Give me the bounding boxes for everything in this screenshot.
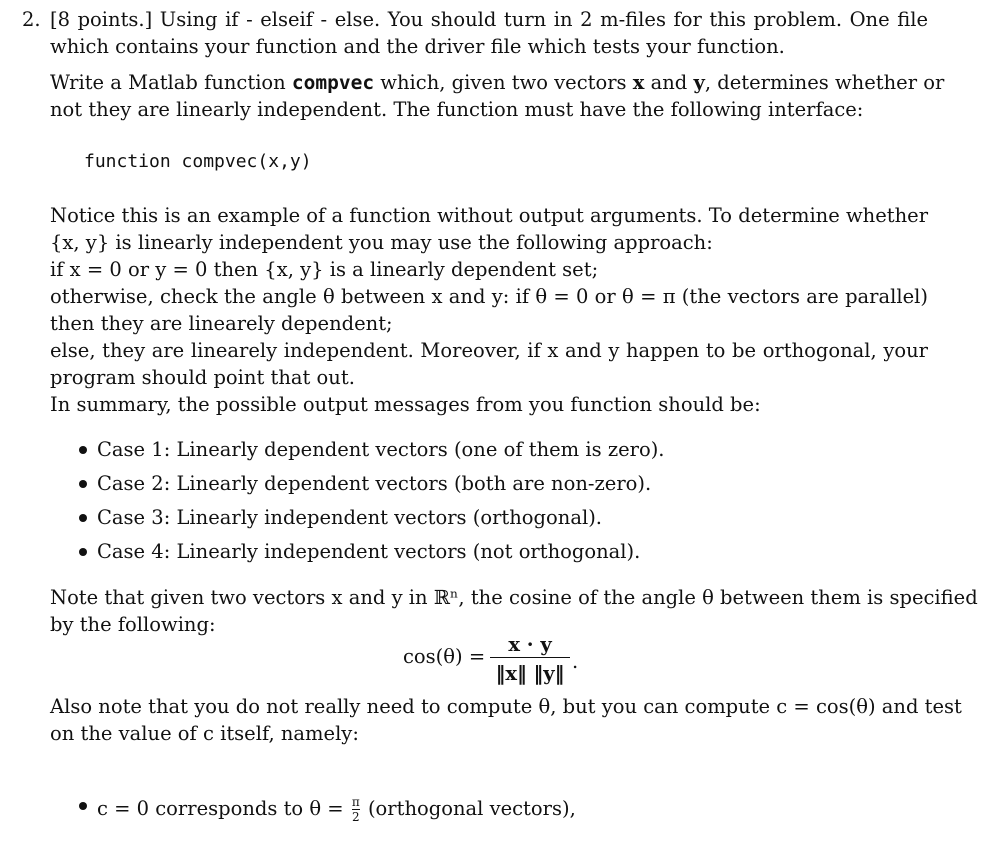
case-4: Case 4: Linearly independent vectors (not orthogonal). — [97, 540, 641, 563]
para1-text-d: , determines whether or — [704, 71, 945, 94]
para2-line-1: Notice this is an example of a function without output arguments. To determine whether — [50, 204, 929, 227]
bullet-icon — [79, 548, 87, 556]
bullet-icon — [79, 480, 87, 488]
vector-y: y — [693, 71, 705, 94]
vector-x: x — [632, 71, 645, 94]
para1-line-2: not they are linearly independent. The function must have the following interface: — [50, 98, 864, 121]
final-bullet-text-pre: c = 0 corresponds to θ = — [97, 797, 344, 820]
para3-line-1: Note that given two vectors x and y in ℝⁿ, the cosine of the angle θ between them is specified — [50, 586, 978, 609]
para2-line-3: if x = 0 or y = 0 then {x, y} is a linearly dependent set; — [50, 258, 599, 281]
pi-numerator: π — [351, 795, 360, 809]
case-2: Case 2: Linearly dependent vectors (both are non-zero). — [97, 472, 652, 495]
formula-period: . — [572, 650, 579, 673]
bullet-icon — [79, 514, 87, 522]
para2-line-5: then they are linearely dependent; — [50, 312, 393, 335]
para3-line-2: by the following: — [50, 613, 216, 636]
para1-text-b: which, given two vectors — [374, 71, 633, 94]
para2-line-7: program should point that out. — [50, 366, 355, 389]
para2-line-6: else, they are linearely independent. Moreover, if x and y happen to be orthogonal, your — [50, 339, 928, 362]
pi-denominator: 2 — [351, 810, 360, 824]
fraction-bar — [490, 657, 570, 658]
problem-intro-line-1: [8 points.] Using if - elseif - else. You should turn in 2 m-files for this problem. One file — [50, 8, 928, 31]
case-1: Case 1: Linearly dependent vectors (one of them is zero). — [97, 438, 665, 461]
bullet-icon — [79, 802, 87, 810]
para2-line-4: otherwise, check the angle θ between x and y: if θ = 0 or θ = π (the vectors are parallel) — [50, 285, 928, 308]
formula-lhs: cos(θ) = — [403, 645, 486, 668]
problem-intro-line-2: which contains your function and the driver file which tests your function. — [50, 35, 785, 58]
final-bullet — [97, 796, 576, 823]
case-3: Case 3: Linearly independent vectors (orthogonal). — [97, 506, 603, 529]
para4-line-2: on the value of c itself, namely: — [50, 722, 359, 745]
code-block: function compvec(x,y) — [84, 151, 312, 172]
final-bullet-text-post: (orthogonal vectors), — [367, 797, 576, 820]
para1-text-c: and — [644, 71, 694, 94]
formula-denominator: ‖x‖ ‖y‖ — [495, 662, 565, 685]
formula-numerator: x · y — [508, 633, 552, 656]
function-name-code: compvec — [291, 71, 375, 94]
pi-over-two — [352, 796, 360, 823]
problem-number: 2. — [22, 8, 41, 31]
para4-line-1: Also note that you do not really need to compute θ, but you can compute c = cos(θ) and test — [50, 695, 962, 718]
para2-line-2: {x, y} is linearly independent you may use the following approach: — [50, 231, 713, 254]
bullet-icon — [79, 446, 87, 454]
para1-text-a: Write a Matlab function — [50, 71, 292, 94]
para2-line-8: In summary, the possible output messages from you function should be: — [50, 393, 761, 416]
para1-line-1 — [50, 73, 944, 93]
